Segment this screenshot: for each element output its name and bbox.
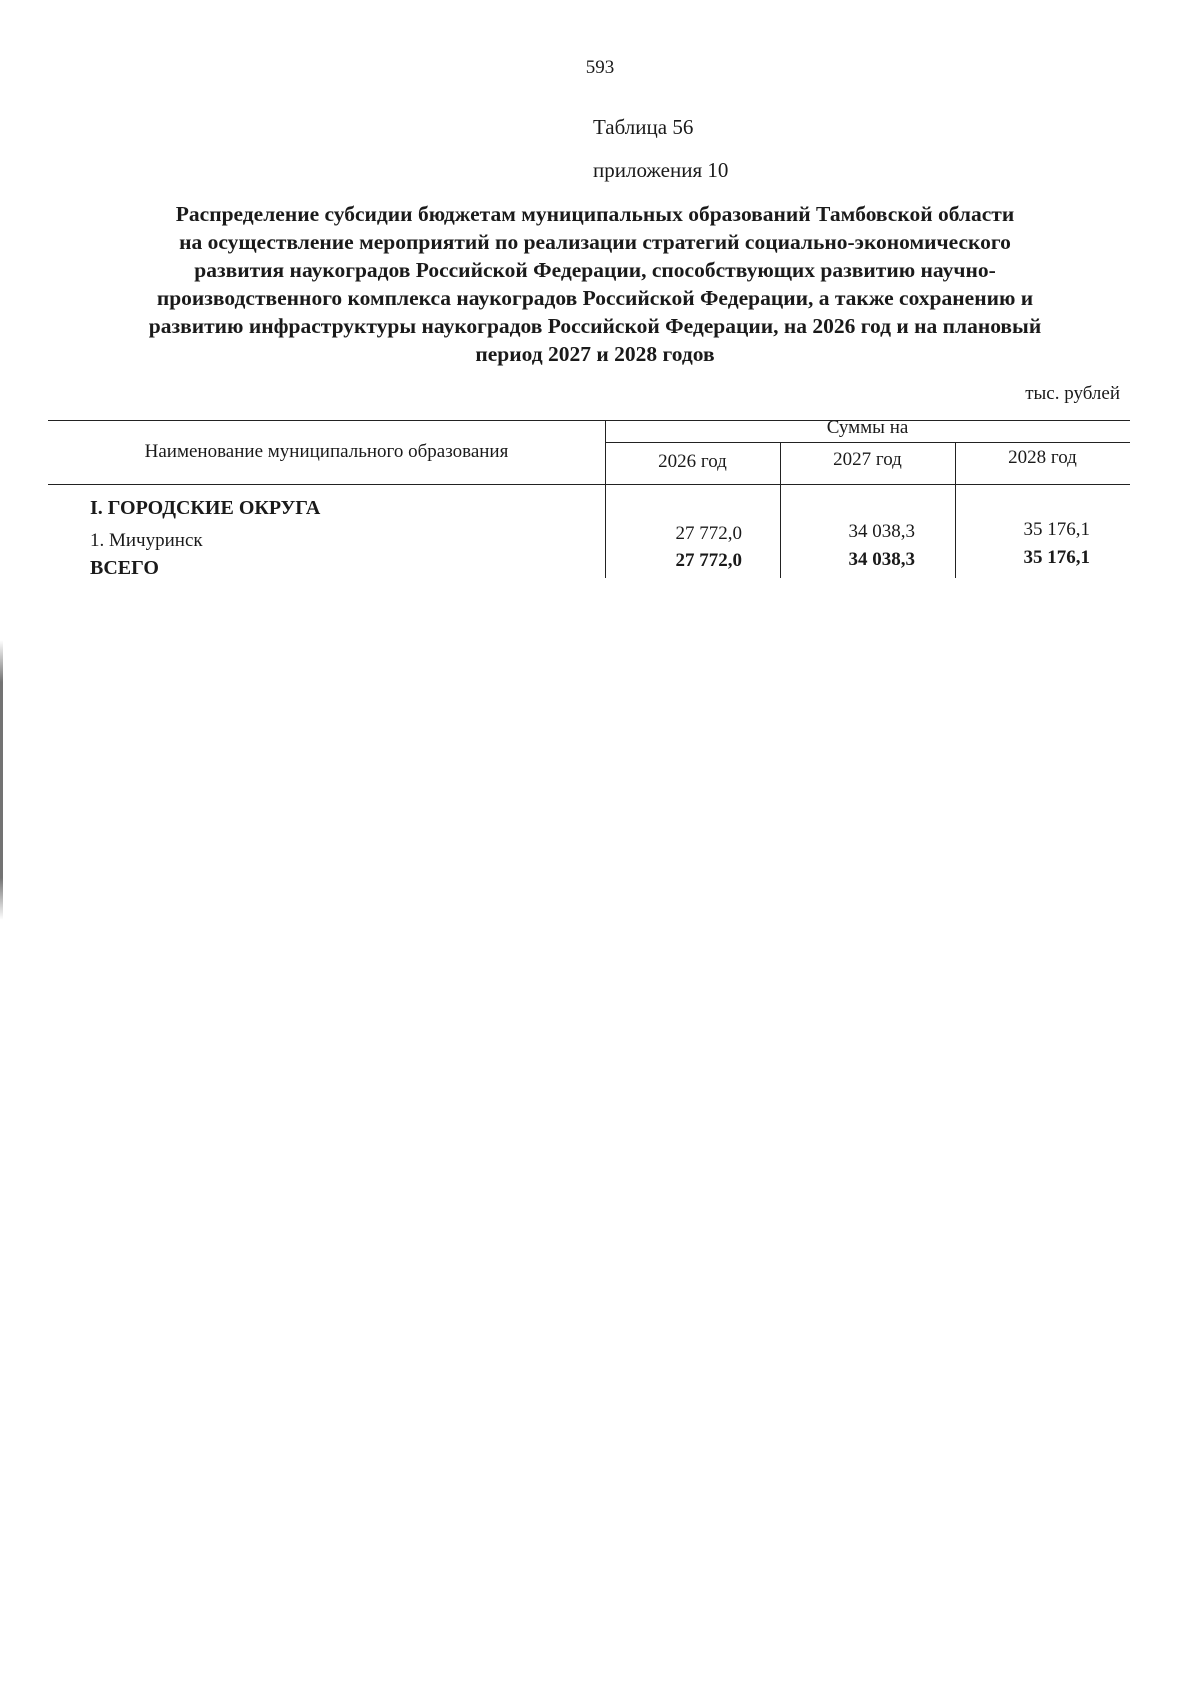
title-line: Распределение субсидии бюджетам муниципальных образований Тамбовской области xyxy=(175,202,1015,226)
document-title xyxy=(60,200,1130,368)
total-value: 27 772,0 xyxy=(675,550,742,571)
title-line: развития наукоградов Российской Федерации, способствующих развитию научно- xyxy=(194,258,996,282)
header-year: 2028 год xyxy=(1008,447,1077,468)
row-value: 34 038,3 xyxy=(848,521,915,542)
total-label: ВСЕГО xyxy=(90,557,159,579)
header-year: 2027 год xyxy=(833,449,902,470)
group-header-rule xyxy=(605,442,1130,443)
row-value: 35 176,1 xyxy=(1023,519,1090,540)
table-label-appendix: приложения 10 xyxy=(593,158,729,182)
header-group: Суммы на xyxy=(826,417,909,438)
row-value: 27 772,0 xyxy=(675,523,742,544)
table-label-number: Таблица 56 xyxy=(593,115,694,139)
header-name: Наименование муниципального образования xyxy=(144,441,509,462)
total-value: 34 038,3 xyxy=(848,549,915,570)
header-bottom-rule xyxy=(48,484,1130,485)
title-line: производственного комплекса наукоградов Российской Федерации, а также сохранению и xyxy=(156,286,1034,310)
scan-edge-mark xyxy=(0,640,3,920)
section-heading: I. ГОРОДСКИЕ ОКРУГА xyxy=(90,497,321,519)
title-line: на осуществление мероприятий по реализации стратегий социально-экономического xyxy=(179,230,1011,254)
row-name: 1. Мичуринск xyxy=(90,530,203,551)
title-line: период 2027 и 2028 годов xyxy=(475,342,715,366)
units-label: тыс. рублей xyxy=(1025,383,1120,404)
page-number: 593 xyxy=(585,57,615,78)
title-line: развитию инфраструктуры наукоградов Российской Федерации, на 2026 год и на плановый xyxy=(148,314,1042,338)
header-year: 2026 год xyxy=(658,451,727,472)
total-value: 35 176,1 xyxy=(1023,547,1090,568)
